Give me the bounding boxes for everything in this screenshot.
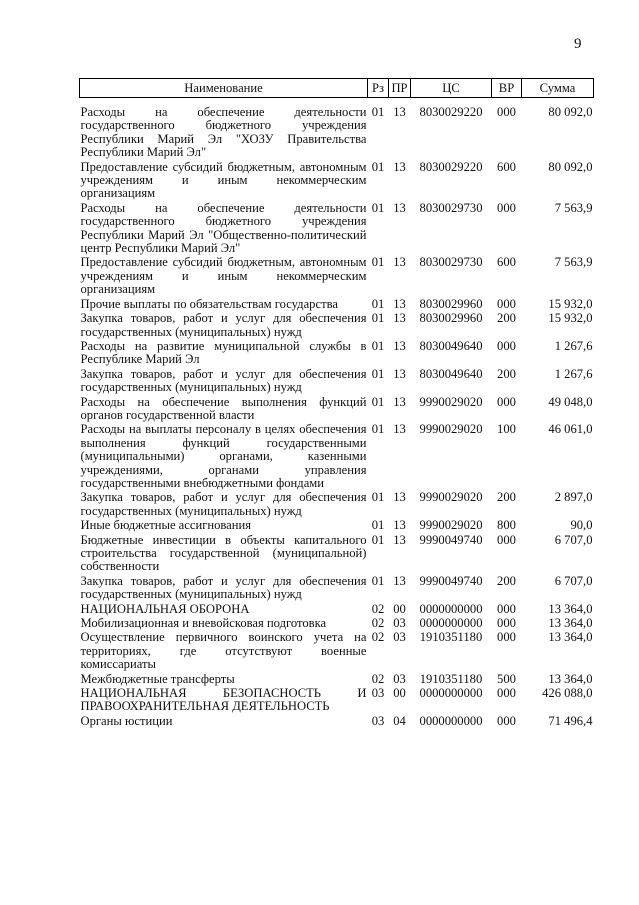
- cs-cell: 8030029960: [419, 311, 483, 326]
- pr-cell: 00: [393, 686, 406, 701]
- table-body: [80, 106, 594, 729]
- budget-table: [79, 78, 594, 729]
- table-row: [80, 617, 594, 631]
- sum-cell: 80 092,0: [548, 159, 593, 174]
- sum-cell: 13 364,0: [548, 630, 593, 645]
- pr-cell: 13: [393, 518, 406, 533]
- table-row: [80, 396, 594, 424]
- table-row: [80, 673, 594, 687]
- cs-cell: 8030029730: [419, 255, 483, 270]
- rz-cell: 01: [371, 200, 385, 215]
- table-row: [80, 687, 594, 715]
- sum-cell: 7 563,9: [554, 200, 593, 215]
- vr-cell: 600: [497, 159, 516, 174]
- cs-cell: 9990029020: [419, 394, 483, 409]
- table-row: [80, 603, 594, 617]
- pr-cell: 04: [393, 713, 406, 728]
- table-row: [80, 298, 594, 312]
- cs-cell: 9990029020: [419, 518, 483, 533]
- rz-cell: 01: [371, 105, 385, 119]
- header-name: Наименование: [80, 79, 368, 98]
- name-cell: Межбюджетные трансферты: [80, 671, 235, 686]
- table-header-row: [80, 79, 594, 98]
- vr-cell: 200: [497, 311, 516, 326]
- sum-cell: 7 563,9: [554, 255, 593, 270]
- pr-cell: 13: [393, 159, 406, 174]
- pr-cell: 13: [393, 422, 406, 437]
- table-row: [80, 106, 594, 161]
- cs-cell: 8030049640: [419, 338, 483, 353]
- table-row: [80, 312, 594, 340]
- name-cell: Расходы на выплаты персоналу в целях обеспечения выполнения функций государственными (муниципальными) органами, казенными учреждениями, органами управления государственными внебюджетными фондами: [80, 422, 367, 490]
- pr-cell: 13: [393, 490, 406, 505]
- name-cell: Прочие выплаты по обязательствам государства: [80, 296, 338, 311]
- vr-cell: 000: [497, 394, 516, 409]
- sum-cell: 13 364,0: [548, 671, 593, 686]
- vr-cell: 200: [497, 366, 516, 381]
- rz-cell: 01: [371, 296, 385, 311]
- cs-cell: 9990029020: [419, 490, 483, 505]
- table-row: [80, 491, 594, 519]
- table-row: [80, 715, 594, 729]
- rz-cell: 01: [371, 159, 385, 174]
- vr-cell: 000: [497, 616, 516, 631]
- vr-cell: 000: [497, 686, 516, 701]
- vr-cell: 000: [497, 200, 516, 215]
- sum-cell: 6 707,0: [554, 532, 593, 547]
- rz-cell: 03: [371, 713, 385, 728]
- vr-cell: 200: [497, 573, 516, 588]
- rz-cell: 01: [371, 255, 385, 270]
- header-sum: Сумма: [522, 79, 594, 98]
- sum-cell: 1 267,6: [554, 366, 593, 381]
- rz-cell: 02: [371, 671, 385, 686]
- cs-cell: 8030029730: [419, 200, 483, 215]
- table-row: [80, 161, 594, 202]
- sum-cell: 2 897,0: [554, 490, 593, 505]
- pr-cell: 13: [393, 338, 406, 353]
- header-vr: ВР: [492, 79, 522, 98]
- vr-cell: 000: [497, 338, 516, 353]
- cs-cell: 0000000000: [419, 686, 483, 701]
- cs-cell: 1910351180: [419, 630, 483, 645]
- table-row: [80, 423, 594, 491]
- name-cell: Закупка товаров, работ и услуг для обеспечения государственных (муниципальных) нужд: [80, 366, 367, 395]
- name-cell: Осуществление первичного воинского учета на территориях, где отсутствуют военные комиссариаты: [80, 630, 367, 672]
- vr-cell: 600: [497, 255, 516, 270]
- pr-cell: 13: [393, 394, 406, 409]
- pr-cell: 13: [393, 573, 406, 588]
- sum-cell: 15 932,0: [548, 311, 593, 326]
- sum-cell: 46 061,0: [548, 422, 593, 437]
- pr-cell: 03: [393, 616, 406, 631]
- rz-cell: 01: [371, 532, 385, 547]
- name-cell: Расходы на обеспечение деятельности государственного бюджетного учреждения Республики Марий Эл "Общественно-политический центр Республики Марий Эл": [80, 200, 367, 256]
- name-cell: Мобилизационная и вневойсковая подготовка: [80, 616, 327, 631]
- vr-cell: 100: [497, 422, 516, 437]
- table-row: [80, 519, 594, 533]
- pr-cell: 13: [393, 200, 406, 215]
- cs-cell: 9990049740: [419, 532, 483, 547]
- rz-cell: 01: [371, 573, 385, 588]
- pr-cell: 13: [393, 366, 406, 381]
- cs-cell: 8030029960: [419, 296, 483, 311]
- pr-cell: 13: [393, 311, 406, 326]
- rz-cell: 03: [371, 686, 385, 701]
- name-cell: Органы юстиции: [80, 713, 173, 728]
- name-cell: НАЦИОНАЛЬНАЯ ОБОРОНА: [80, 601, 250, 616]
- name-cell: Расходы на обеспечение выполнения функций органов государственной власти: [80, 394, 367, 422]
- page-number: 9: [574, 36, 582, 52]
- name-cell: Иные бюджетные ассигнования: [80, 518, 252, 533]
- pr-cell: 03: [393, 630, 406, 645]
- vr-cell: 000: [497, 601, 516, 616]
- pr-cell: 13: [393, 255, 406, 270]
- pr-cell: 03: [393, 671, 406, 686]
- table-row: [80, 368, 594, 396]
- rz-cell: 01: [371, 311, 385, 326]
- rz-cell: 01: [371, 490, 385, 505]
- rz-cell: 02: [371, 616, 385, 631]
- sum-cell: 426 088,0: [542, 686, 593, 701]
- sum-cell: 90,0: [570, 518, 593, 533]
- table-row: [80, 340, 594, 368]
- table-row: [80, 631, 594, 672]
- cs-cell: 0000000000: [419, 713, 483, 728]
- vr-cell: 500: [497, 671, 516, 686]
- name-cell: Закупка товаров, работ и услуг для обеспечения государственных (муниципальных) нужд: [80, 490, 367, 518]
- cs-cell: 0000000000: [419, 616, 483, 631]
- pr-cell: 13: [393, 296, 406, 311]
- cs-cell: 8030049640: [419, 366, 483, 381]
- rz-cell: 01: [371, 394, 385, 409]
- cs-cell: 8030029220: [419, 159, 483, 174]
- vr-cell: 000: [497, 713, 516, 728]
- sum-cell: 13 364,0: [548, 601, 593, 616]
- rz-cell: 01: [371, 338, 385, 353]
- pr-cell: 00: [393, 601, 406, 616]
- cs-cell: 9990029020: [419, 422, 483, 437]
- name-cell: Закупка товаров, работ и услуг для обеспечения государственных (муниципальных) нужд: [80, 311, 367, 339]
- sum-cell: 15 932,0: [548, 296, 593, 311]
- name-cell: Закупка товаров, работ и услуг для обеспечения государственных (муниципальных) нужд: [80, 573, 367, 602]
- rz-cell: 02: [371, 601, 385, 616]
- vr-cell: 200: [497, 490, 516, 505]
- sum-cell: 49 048,0: [548, 394, 593, 409]
- cs-cell: 1910351180: [419, 671, 483, 686]
- vr-cell: 000: [497, 105, 516, 119]
- pr-cell: 13: [393, 105, 406, 119]
- vr-cell: 000: [497, 296, 516, 311]
- sum-cell: 80 092,0: [548, 105, 593, 119]
- sum-cell: 1 267,6: [554, 338, 593, 353]
- name-cell: Предоставление субсидий бюджетным, автономным учреждениям и иным некоммерческим организациям: [80, 159, 367, 201]
- cs-cell: 0000000000: [419, 601, 483, 616]
- vr-cell: 000: [497, 630, 516, 645]
- header-cs: ЦС: [411, 79, 492, 98]
- header-rz: Рз: [368, 79, 389, 98]
- sum-cell: 71 496,4: [548, 713, 593, 728]
- rz-cell: 01: [371, 518, 385, 533]
- name-cell: Бюджетные инвестиции в объекты капитального строительства государственной (муниципальной) собственности: [80, 532, 367, 574]
- name-cell: Расходы на обеспечение деятельности государственного бюджетного учреждения Республики Марий Эл "ХОЗУ Правительства Республики Марий Эл": [80, 105, 367, 160]
- name-cell: НАЦИОНАЛЬНАЯ БЕЗОПАСНОСТЬ И ПРАВООХРАНИТЕЛЬНАЯ ДЕЯТЕЛЬНОСТЬ: [80, 686, 367, 714]
- table-row: [80, 575, 594, 603]
- table-row: [80, 534, 594, 575]
- table-row: [80, 256, 594, 297]
- vr-cell: 000: [497, 532, 516, 547]
- rz-cell: 01: [371, 366, 385, 381]
- sum-cell: 6 707,0: [554, 573, 593, 588]
- rz-cell: 02: [371, 630, 385, 645]
- vr-cell: 800: [497, 518, 516, 533]
- table-row: [80, 202, 594, 257]
- name-cell: Предоставление субсидий бюджетным, автономным учреждениям и иным некоммерческим организациям: [80, 255, 367, 297]
- sum-cell: 13 364,0: [548, 616, 593, 631]
- pr-cell: 13: [393, 532, 406, 547]
- header-pr: ПР: [389, 79, 411, 98]
- rz-cell: 01: [371, 422, 385, 437]
- cs-cell: 8030029220: [419, 105, 483, 119]
- cs-cell: 9990049740: [419, 573, 483, 588]
- name-cell: Расходы на развитие муниципальной службы в Республике Марий Эл: [80, 338, 367, 367]
